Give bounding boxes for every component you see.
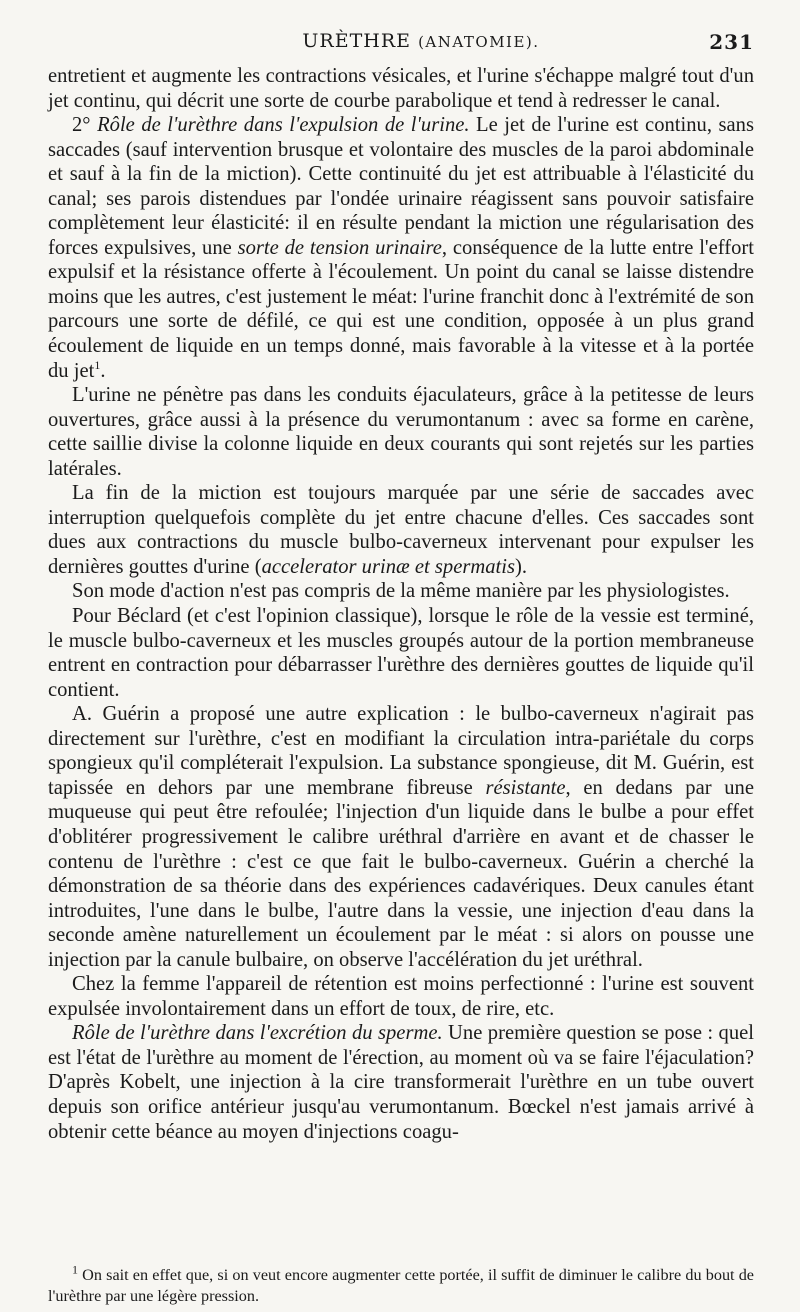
- text-run: Son mode d'action n'est pas compris de la même manière par les physiologistes.: [72, 580, 730, 603]
- header-subtitle: (ANATOMIE).: [418, 33, 540, 51]
- footnote-marker: 1: [72, 1262, 78, 1277]
- section-number: 2°: [72, 114, 98, 137]
- body-text: [48, 64, 754, 1144]
- text-run: La fin de la miction est toujours marquée par une série de saccades avec interruption quelquefois complète du jet entre chacune d'elles. Ces saccades sont dues aux contractions du muscle bulbo-caverneux intervenant pour expulser les dernières gouttes d'urine (: [48, 482, 754, 578]
- footnote-reference: 1: [94, 357, 101, 372]
- footnote: [48, 1262, 754, 1307]
- text-run: A. Guérin a proposé une autre explication : le bulbo-caverneux n'agirait pas directement sur l'urèthre, c'est en modifiant la circulation intra-pariétale du corps spongieux qu'il compléterait l'expulsion. La substance spongieuse, dit M. Guérin, est tapissée en dehors par une membrane fibreuse: [48, 703, 754, 799]
- footnote-text: On sait en effet que, si on veut encore augmenter cette portée, il suffit de diminuer le calibre du bout de l'urèthre par une légère pression.: [48, 1266, 754, 1305]
- text-run: Le jet de l'urine est continu, sans saccades (sauf intervention brusque et volontaire des muscles de la paroi abdominale et sauf à la fin de la miction). Cette continuité du jet est attribuable à l'élasticité du canal; ses parois distendues par l'ondée urinaire réagissent sans pouvoir satisfaire complètement leur élasticité: il en résulte pendant la miction une régularisation des forces expulsives, une: [48, 114, 754, 259]
- text-run: , conséquence de la lutte entre l'effort expulsif et la résistance offerte à l'écoulement. Un point du canal se laisse distendre moins que les autres, c'est justement le méat: l'urine franchit donc à l'extrémité de son parcours une sorte de défilé, ce qui est une condition, opposée à un plus grand écoulement de liquide en un temps donné, mais favorable à la vitesse et à la portée du jet: [48, 236, 755, 382]
- paragraph-3: [48, 383, 754, 481]
- section-heading: Rôle de l'urèthre dans l'excrétion du sperme.: [72, 1022, 443, 1045]
- paragraph-5: [48, 579, 754, 604]
- paragraph-7: [48, 702, 754, 972]
- running-head: [48, 30, 754, 64]
- italic-term: accelerator urinæ et spermatis: [261, 555, 515, 578]
- italic-term: résistante: [485, 776, 566, 799]
- running-title: [302, 30, 539, 52]
- header-title: URÈTHRE: [302, 30, 412, 52]
- paragraph-9: [48, 1021, 754, 1144]
- paragraph-6: [48, 604, 754, 702]
- paragraph-8: [48, 972, 754, 1021]
- text-run: , en dedans par une muqueuse qui peut être refoulée; l'injection d'un liquide dans le bulbe a pour effet d'oblitérer progressivement le calibre uréthral d'arrière en avant et de chasser le contenu de l'urèthre : c'est ce que fait le bulbo-caverneux. Guérin a cherché la démonstration de sa théorie dans des expériences cadavériques. Deux canules étant introduites, l'une dans le bulbe, l'autre dans la vessie, une injection d'eau dans la seconde amène naturellement un écoulement par le méat : si alors on pousse une injection par la canule bulbaire, on observe l'accélération du jet uréthral.: [48, 776, 754, 971]
- text-run: Pour Béclard (et c'est l'opinion classique), lorsque le rôle de la vessie est terminé, le muscle bulbo-caverneux et les muscles groupés autour de la portion membraneuse entrent en contraction pour débarrasser l'urèthre des dernières gouttes de liquide qu'il contient.: [48, 605, 754, 701]
- page-number: 231: [709, 30, 754, 54]
- italic-term: sorte de tension urinaire: [237, 236, 442, 259]
- text-run: L'urine ne pénètre pas dans les conduits éjaculateurs, grâce à la petitesse de leurs ouvertures, grâce aussi à la présence du verumontanum : avec sa forme en carène, cette saillie divise la colonne liquide en deux courants qui sont rejetés sur les parties latérales.: [48, 384, 754, 480]
- text-run: .: [100, 359, 106, 382]
- text-run: entretient et augmente les contractions vésicales, et l'urine s'échappe malgré tout d'un jet continu, qui décrit une sorte de courbe parabolique et tend à redresser le canal.: [48, 65, 754, 112]
- paragraph-1: [48, 64, 754, 113]
- paragraph-2: [48, 113, 754, 383]
- section-heading: Rôle de l'urèthre dans l'expulsion de l'urine.: [97, 114, 470, 137]
- text-run: Chez la femme l'appareil de rétention est moins perfectionné : l'urine est souvent expulsée involontairement dans un effort de toux, de rire, etc.: [48, 973, 754, 1020]
- text-run: Une première question se pose : quel est l'état de l'urèthre au moment de l'érection, au moment où va se faire l'éjaculation? D'après Kobelt, une injection à la cire transformerait l'urèthre en un tube ouvert depuis son orifice antérieur jusqu'au verumontanum. Bœckel n'est jamais arrivé à obtenir cette béance au moyen d'injections coagu-: [48, 1022, 754, 1143]
- text-run: ).: [514, 555, 527, 578]
- paragraph-4: [48, 481, 754, 579]
